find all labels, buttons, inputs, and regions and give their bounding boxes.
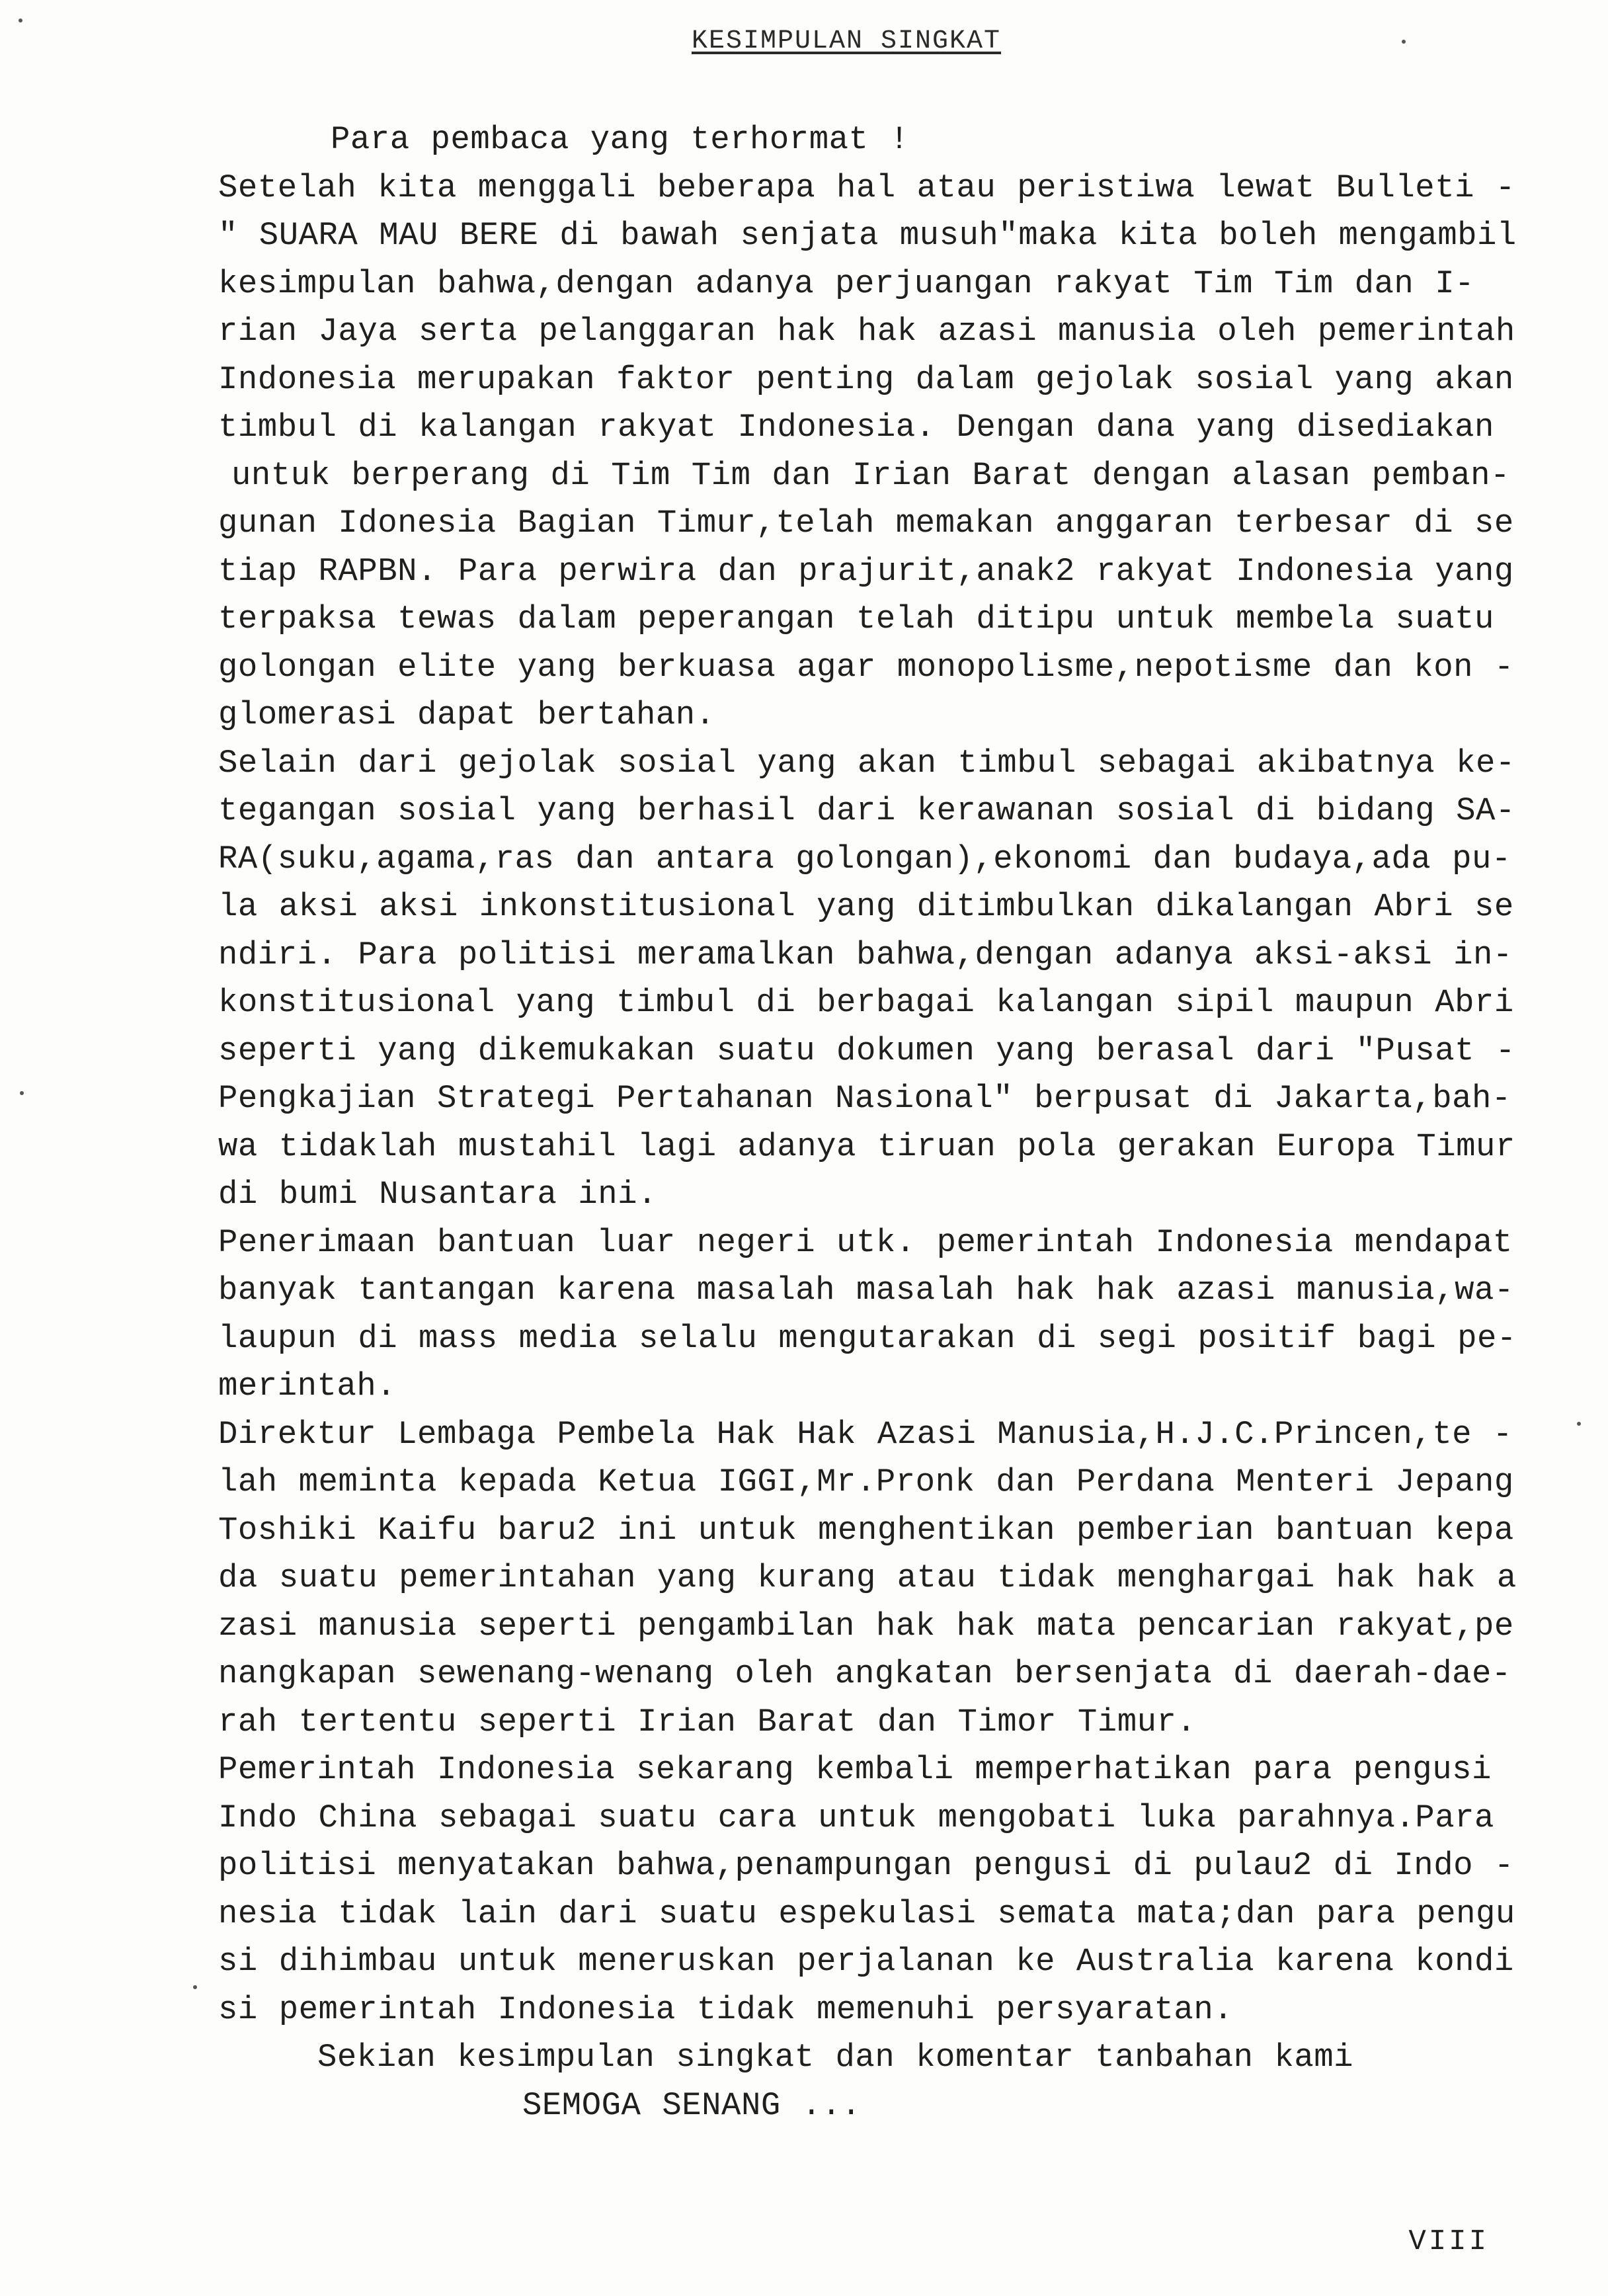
- text-line: SEMOGA SENANG ...: [522, 2086, 862, 2124]
- text-line: RA(suku,agama,ras dan antara golongan),ekonomi dan budaya,ada pu-: [218, 840, 1511, 878]
- text-line: si pemerintah Indonesia tidak memenuhi persyaratan.: [218, 1990, 1234, 2028]
- text-line: lah meminta kepada Ketua IGGI,Mr.Pronk dan Perdana Menteri Jepang: [218, 1463, 1514, 1500]
- page-title: KESIMPULAN SINGKAT: [691, 26, 1002, 56]
- text-line: si dihimbau untuk meneruskan perjalanan ke Australia karena kondi: [218, 1943, 1514, 1980]
- text-line: rah tertentu seperti Irian Barat dan Timor Timur.: [218, 1703, 1197, 1741]
- scan-speck: [20, 1091, 24, 1095]
- text-line: da suatu pemerintahan yang kurang atau tidak menghargai hak hak a: [218, 1559, 1517, 1596]
- text-line: la aksi aksi inkonstitusional yang ditimbulkan dikalangan Abri se: [218, 888, 1514, 925]
- scan-speck: [193, 1985, 197, 1989]
- text-line: seperti yang dikemukakan suatu dokumen yang berasal dari "Pusat -: [218, 1032, 1515, 1069]
- text-line: Selain dari gejolak sosial yang akan timbul sebagai akibatnya ke-: [218, 744, 1515, 782]
- text-line: politisi menyatakan bahwa,penampungan pengusi di pulau2 di Indo -: [218, 1847, 1514, 1884]
- body-text: [218, 116, 1517, 2129]
- text-line: nangkapan sewenang-wenang oleh angkatan bersenjata di daerah-dae-: [218, 1655, 1511, 1692]
- text-line: kesimpulan bahwa,dengan adanya perjuangan rakyat Tim Tim dan I-: [218, 265, 1475, 302]
- text-line: Sekian kesimpulan singkat dan komentar tanbahan kami: [317, 2039, 1354, 2076]
- page-number: VIII: [1408, 2225, 1489, 2258]
- text-line: konstitusional yang timbul di berbagai kalangan sipil maupun Abri: [218, 984, 1514, 1021]
- text-line: Pengkajian Strategi Pertahanan Nasional" berpusat di Jakarta,bah-: [218, 1080, 1511, 1117]
- scan-speck: [19, 19, 22, 22]
- text-line: glomerasi dapat bertahan.: [218, 696, 715, 733]
- text-line: Pemerintah Indonesia sekarang kembali memperhatikan para pengusi: [218, 1751, 1492, 1788]
- text-line: laupun di mass media selalu mengutarakan di segi positif bagi pe-: [218, 1319, 1517, 1357]
- text-line: Para pembaca yang terhormat !: [331, 121, 910, 158]
- scan-speck: [1577, 1422, 1581, 1426]
- text-line: tiap RAPBN. Para perwira dan prajurit,anak2 rakyat Indonesia yang: [218, 552, 1514, 590]
- text-line: tegangan sosial yang berhasil dari kerawanan sosial di bidang SA-: [218, 792, 1515, 829]
- text-line: wa tidaklah mustahil lagi adanya tiruan pola gerakan Europa Timur: [218, 1128, 1515, 1165]
- text-line: di bumi Nusantara ini.: [218, 1176, 657, 1213]
- text-line: Direktur Lembaga Pembela Hak Hak Azasi Manusia,H.J.C.Princen,te -: [218, 1415, 1513, 1453]
- text-line: merintah.: [218, 1368, 397, 1405]
- text-line: untuk berperang di Tim Tim dan Irian Barat dengan alasan pemban-: [231, 456, 1510, 494]
- text-line: Indonesia merupakan faktor penting dalam gejolak sosial yang akan: [218, 360, 1514, 398]
- text-line: banyak tantangan karena masalah masalah hak hak azasi manusia,wa-: [218, 1272, 1514, 1309]
- text-line: golongan elite yang berkuasa agar monopolisme,nepotisme dan kon -: [218, 648, 1514, 686]
- text-line: gunan Idonesia Bagian Timur,telah memakan anggaran terbesar di se: [218, 505, 1514, 542]
- text-line: Indo China sebagai suatu cara untuk mengobati luka parahnya.Para: [218, 1799, 1494, 1836]
- text-line: Toshiki Kaifu baru2 ini untuk menghentikan pemberian bantuan kepa: [218, 1511, 1514, 1549]
- text-line: nesia tidak lain dari suatu espekulasi semata mata;dan para pengu: [218, 1895, 1515, 1932]
- text-line: timbul di kalangan rakyat Indonesia. Dengan dana yang disediakan: [218, 409, 1494, 446]
- text-line: zasi manusia seperti pengambilan hak hak mata pencarian rakyat,pe: [218, 1607, 1514, 1645]
- text-line: rian Jaya serta pelanggaran hak hak azasi manusia oleh pemerintah: [218, 313, 1515, 350]
- text-line: Penerimaan bantuan luar negeri utk. pemerintah Indonesia mendapat: [218, 1223, 1513, 1261]
- text-line: ndiri. Para politisi meramalkan bahwa,dengan adanya aksi-aksi in-: [218, 936, 1513, 973]
- text-line: terpaksa tewas dalam peperangan telah ditipu untuk membela suatu: [218, 600, 1494, 637]
- text-line: Setelah kita menggali beberapa hal atau peristiwa lewat Bulleti -: [218, 169, 1515, 206]
- text-line: " SUARA MAU BERE di bawah senjata musuh"maka kita boleh mengambil: [218, 217, 1517, 254]
- scan-speck: [1402, 40, 1406, 44]
